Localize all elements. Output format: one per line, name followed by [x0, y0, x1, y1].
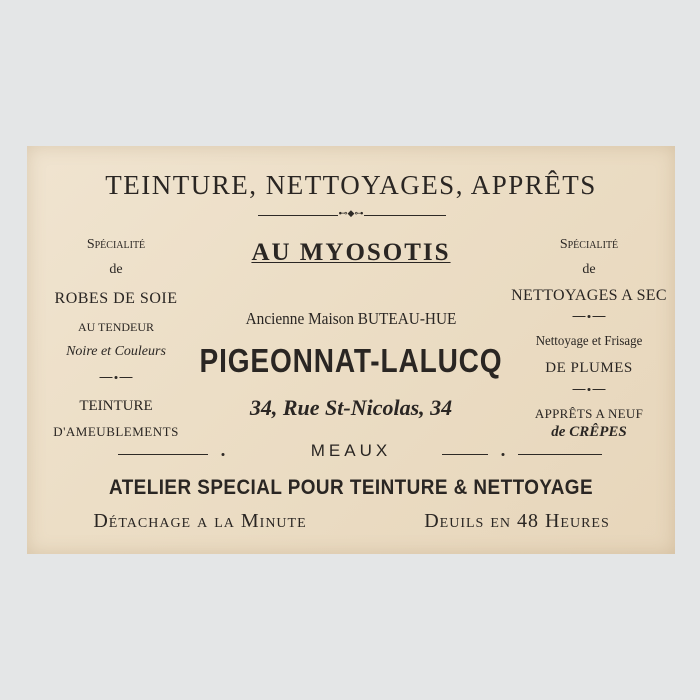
city-rule-right [442, 454, 488, 455]
proprietor-name: PIGEONNAT-LALUCQ [199, 342, 503, 379]
city-rule-left [118, 454, 208, 455]
left-specialty: Spécialité [86, 237, 146, 252]
card-heading: TEINTURE, NETTOYAGES, APPRÊTS [105, 170, 597, 200]
shop-name: AU MYOSOTIS [251, 239, 451, 266]
left-item: ROBES DE SOIE [54, 290, 178, 307]
left-item2-sub: D'AMEUBLEMENTS [53, 424, 179, 439]
right-divider-1 [573, 313, 606, 320]
right-crepes: de CRÊPES [551, 424, 627, 440]
right-item: NETTOYAGES A SEC [511, 287, 667, 304]
heading-ornament: ⊷◆⊶ [338, 209, 364, 219]
left-item2: TEINTURE [79, 398, 153, 414]
left-de: de [109, 262, 123, 277]
heading-rule-right [364, 215, 446, 216]
city: MEAUX [310, 441, 392, 460]
right-feathers-line: Nettoyage et Frisage [535, 334, 643, 349]
left-sub: AU TENDEUR [77, 320, 155, 334]
footer-right: Deuils en 48 Heures [424, 510, 610, 532]
address: 34, Rue St-Nicolas, 34 [249, 395, 453, 420]
city-rule-ornament-right [500, 451, 507, 458]
right-feathers: DE PLUMES [545, 360, 633, 376]
right-finishing: APPRÊTS A NEUF [534, 406, 644, 421]
workshop-line: ATELIER SPECIAL POUR TEINTURE & NETTOYAGE [108, 476, 594, 499]
trade-card [27, 146, 675, 554]
right-de: de [582, 262, 596, 277]
left-divider [100, 374, 133, 381]
heading-rule-left [258, 215, 338, 216]
footer-left: Détachage a la Minute [93, 510, 307, 532]
right-specialty: Spécialité [559, 237, 619, 252]
city-rule-right-end [518, 454, 602, 455]
right-divider-2 [573, 386, 606, 393]
city-rule-ornament-left [220, 451, 227, 458]
left-colors: Noire et Couleurs [66, 344, 166, 359]
former-house: Ancienne Maison BUTEAU-HUE [245, 309, 457, 328]
